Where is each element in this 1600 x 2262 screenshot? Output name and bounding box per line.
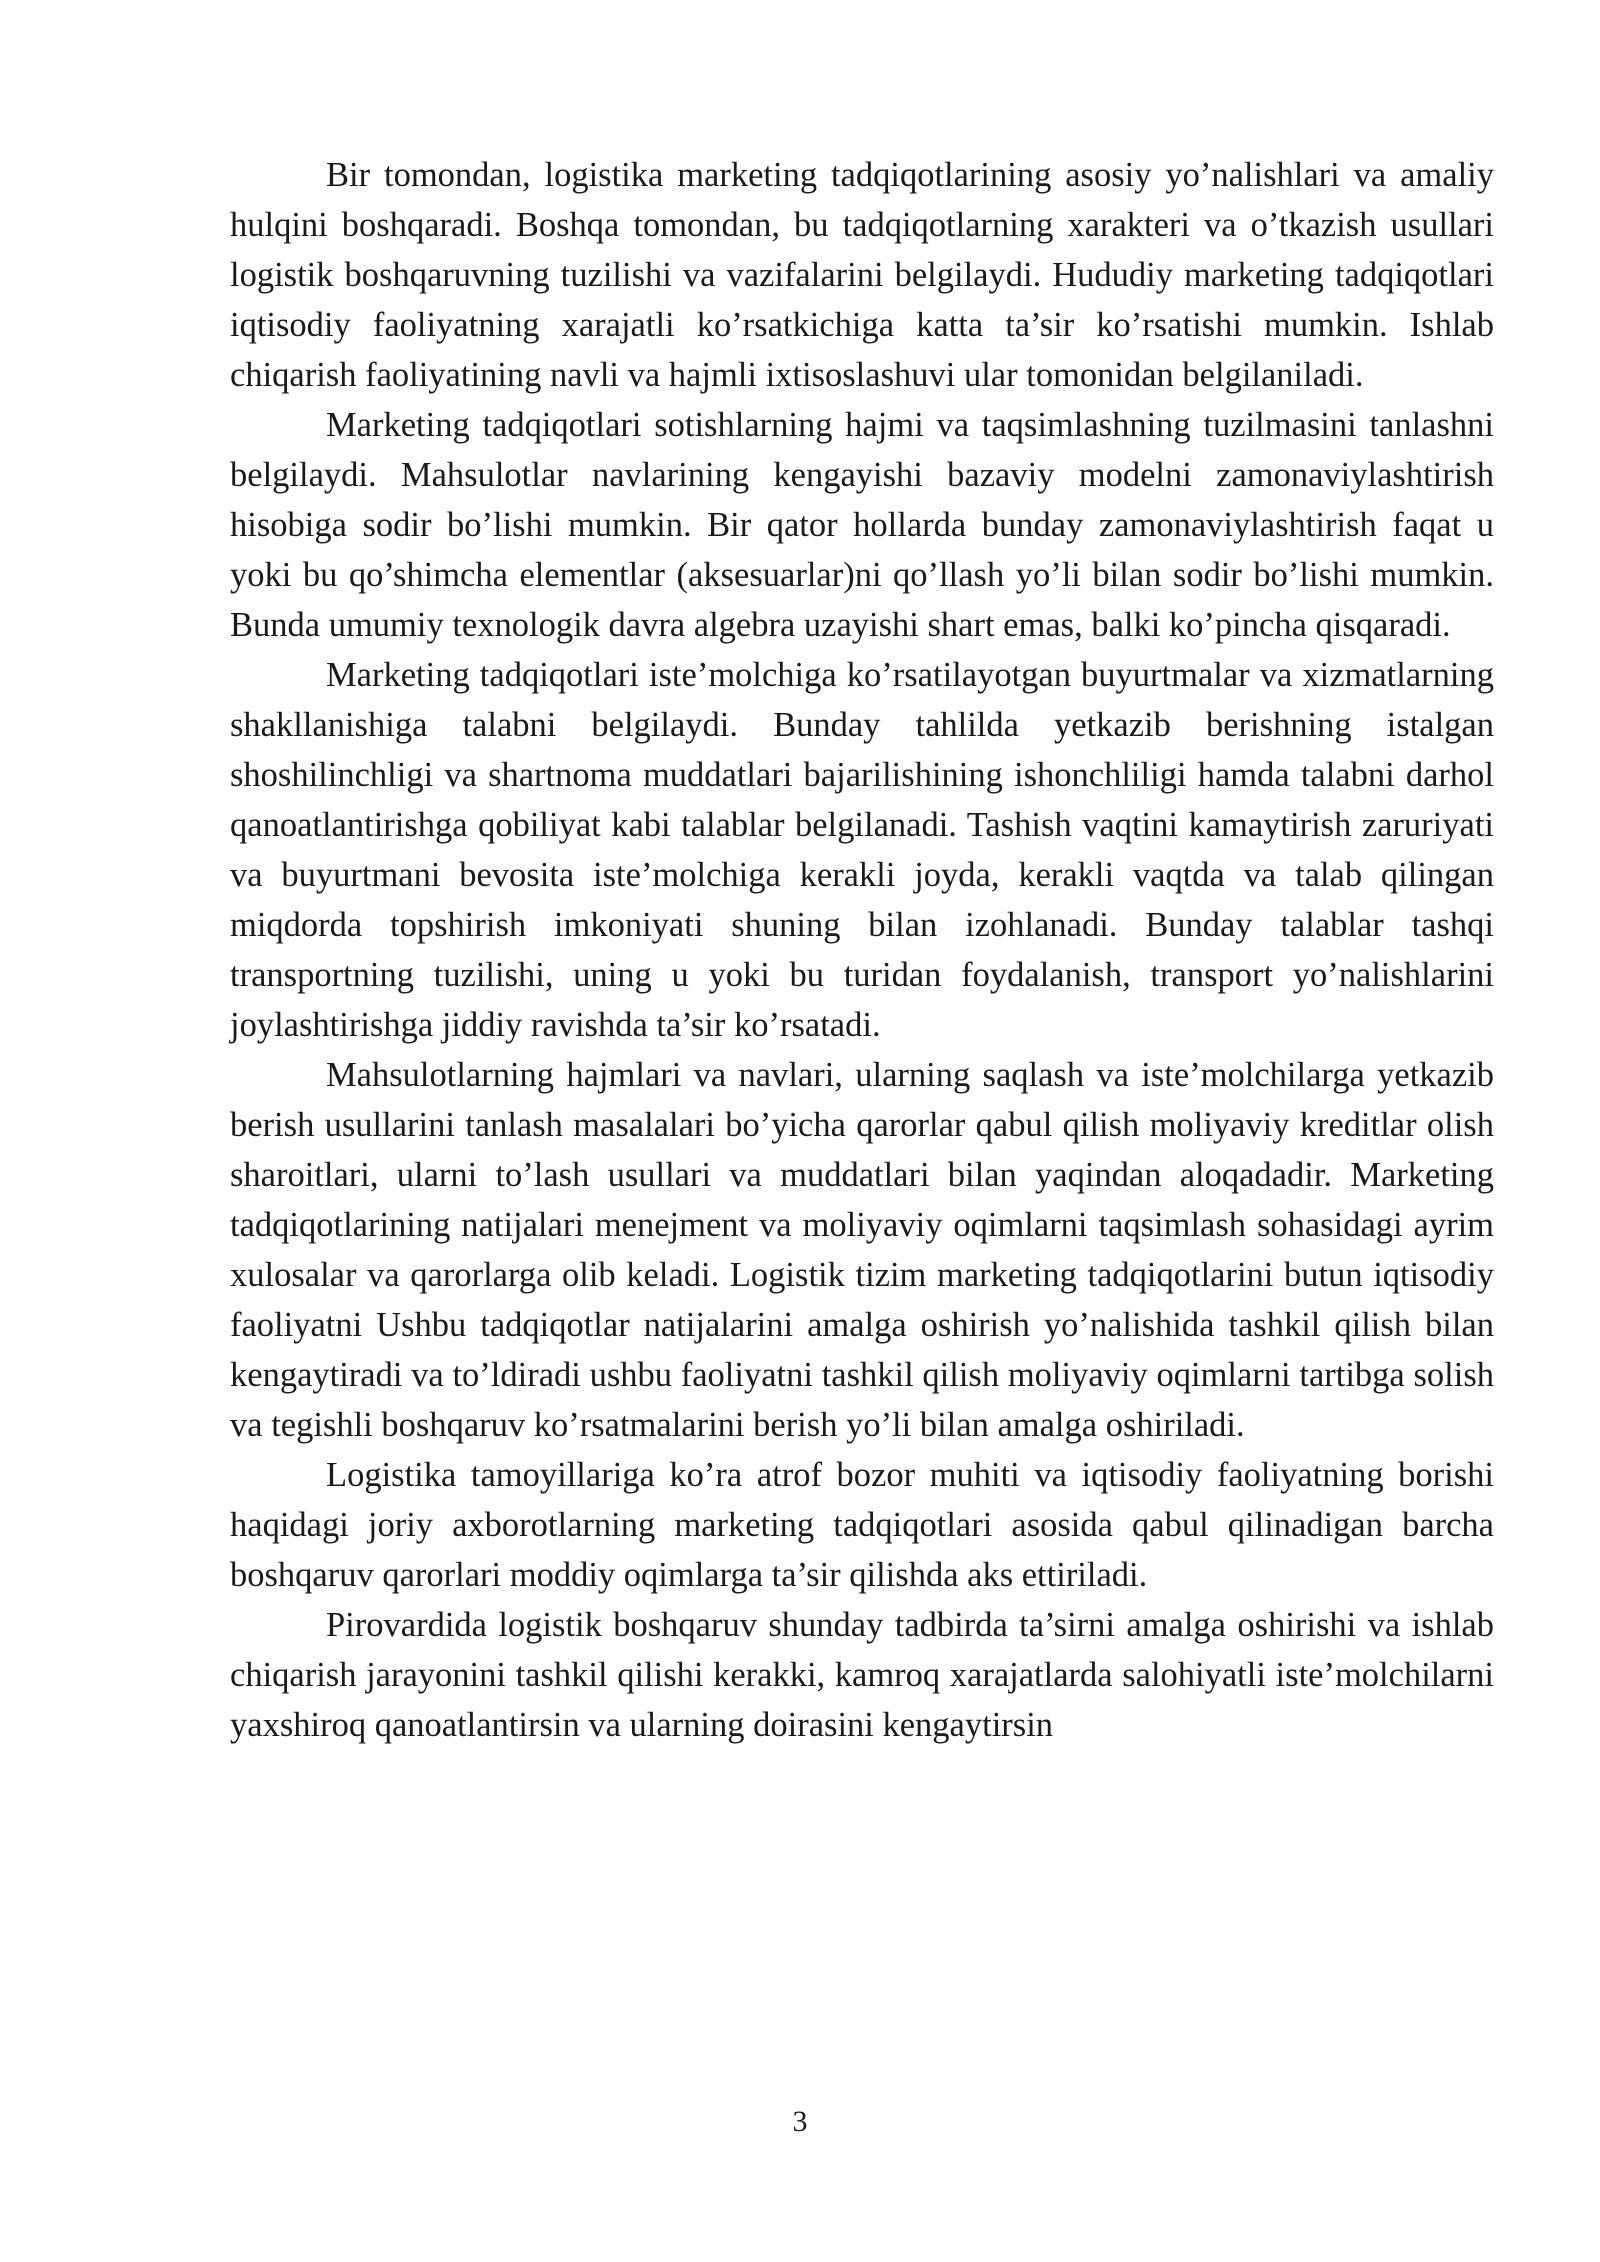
paragraph-5: Logistika tamoyillariga ko’ra atrof bozor muhiti va iqtisodiy faoliyatning borishi haqidagi joriy axborotlarning marketing tadqiqotlari asosida qabul qilinadigan barcha boshqaruv qarorlari moddiy oqimlarga ta’sir qilishda aks ettiriladi. <box>230 1456 1494 1594</box>
paragraph-1: Bir tomondan, logistika marketing tadqiqotlarining asosiy yo’nalishlari va amaliy hulqini boshqaradi. Boshqa tomondan, bu tadqiqotlarning xarakteri va o’tkazish usullari logistik boshqaruvning tuzilishi va vazifalarini belgilaydi. Hududiy marketing tadqiqotlari iqtisodiy faoliyatning xarajatli ko’rsatkichiga katta ta’sir ko’rsatishi mumkin. Ishlab chiqarish faoliyatining navli va hajmli ixtisoslashuvi ular tomonidan belgilaniladi. <box>230 156 1494 394</box>
paragraph-6: Pirovardida logistik boshqaruv shunday tadbirda ta’sirni amalga oshirishi va ishlab chiqarish jarayonini tashkil qilishi kerakki, kamroq xarajatlarda salohiyatli iste’molchilarni yaxshiroq qanoatlantirsin va ularning doirasini kengaytirsin <box>230 1606 1494 1744</box>
body-text <box>230 150 1494 1750</box>
page-number: 3 <box>792 2105 808 2138</box>
paragraph-3: Marketing tadqiqotlari iste’molchiga ko’rsatilayotgan buyurtmalar va xizmatlarning shakllanishiga talabni belgilaydi. Bunday tahlilda yetkazib berishning istalgan shoshilinchligi va shartnoma muddatlari bajarilishining ishonchliligi hamda talabni darhol qanoatlantirishga qobiliyat kabi talablar belgilanadi. Tashish vaqtini kamaytirish zaruriyati va buyurtmani bevosita iste’molchiga kerakli joyda, kerakli vaqtda va talab qilingan miqdorda topshirish imkoniyati shuning bilan izohlanadi. Bunday talablar tashqi transportning tuzilishi, uning u yoki bu turidan foydalanish, transport yo’nalishlarini joylashtirishga jiddiy ravishda ta’sir ko’rsatadi. <box>230 656 1494 1044</box>
paragraph-2: Marketing tadqiqotlari sotishlarning hajmi va taqsimlashning tuzilmasini tanlashni belgilaydi. Mahsulotlar navlarining kengayishi bazaviy modelni zamonaviylashtirish hisobiga sodir bo’lishi mumkin. Bir qator hollarda bunday zamonaviylashtirish faqat u yoki bu qo’shimcha elementlar (aksesuarlar)ni qo’llash yo’li bilan sodir bo’lishi mumkin. Bunda umumiy texnologik davra algebra uzayishi shart emas, balki ko’pincha qisqaradi. <box>230 406 1494 644</box>
paragraph-4: Mahsulotlarning hajmlari va navlari, ularning saqlash va iste’molchilarga yetkazib berish usullarini tanlash masalalari bo’yicha qarorlar qabul qilish moliyaviy kreditlar olish sharoitlari, ularni to’lash usullari va muddatlari bilan yaqindan aloqadadir. Marketing tadqiqotlarining natijalari menejment va moliyaviy oqimlarni taqsimlash sohasidagi ayrim xulosalar va qarorlarga olib keladi. Logistik tizim marketing tadqiqotlarini butun iqtisodiy faoliyatni Ushbu tadqiqotlar natijalarini amalga oshirish yo’nalishida tashkil qilish bilan kengaytiradi va to’ldiradi ushbu faoliyatni tashkil qilish moliyaviy oqimlarni tartibga solish va tegishli boshqaruv ko’rsatmalarini berish yo’li bilan amalga oshiriladi. <box>230 1056 1494 1444</box>
